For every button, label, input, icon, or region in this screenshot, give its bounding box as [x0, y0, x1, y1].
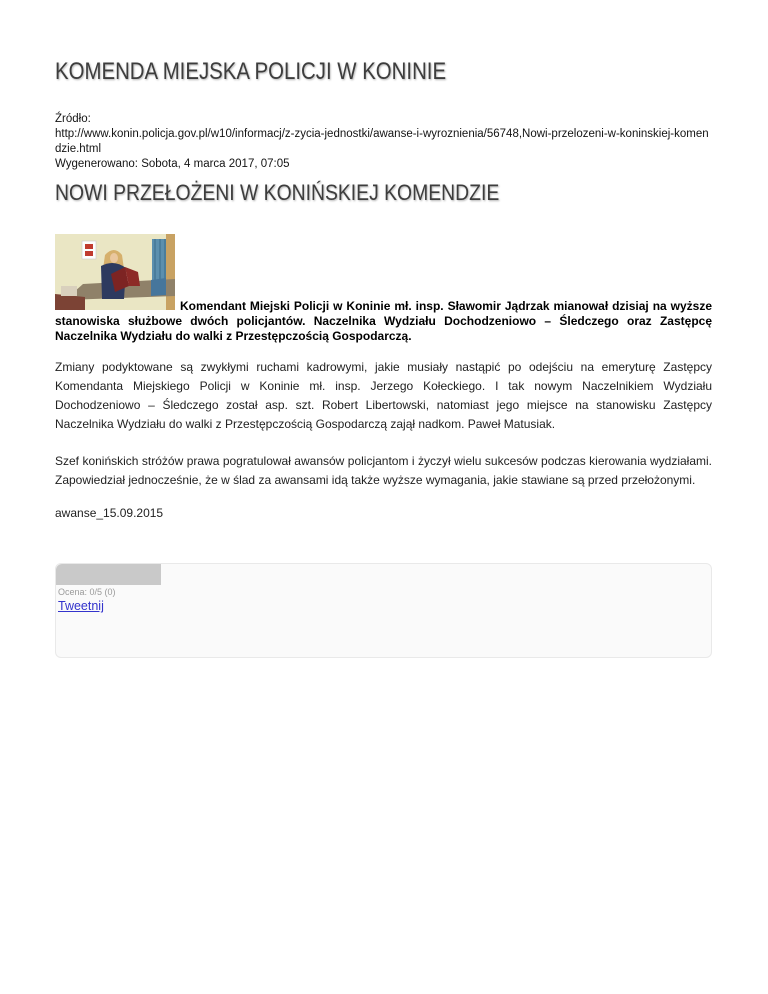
source-meta [55, 112, 712, 172]
polish-eagle-emblem [85, 244, 93, 249]
page-title: KOMENDA MIEJSKA POLICJI W KONINIE [55, 58, 447, 85]
lead-text: Komendant Miejski Policji w Koninie mł. insp. Sławomir Jądrzak mianował dzisiaj na wyższe stanowiska służbowe dwóch policjantów. Naczelnika Wydziału Dochodzeniowo – Śledczego oraz Zastępcę Naczelnika Wydziału do walki z Przestępczością Gospodarczą. [55, 299, 712, 343]
page-container [55, 0, 712, 658]
article-photo [55, 234, 175, 310]
lead-paragraph [55, 234, 712, 344]
article-paragraph: Zmiany podyktowane są zwykłymi ruchami kadrowymi, jakie musiały nastąpić po odejściu na emeryturę Zastępcy Komendanta Miejskiego Policji w Koninie mł. insp. Jerzego Kołeckiego. I tak nowym Naczelnikiem Wydziału Dochodzeniowo – Śledczego został asp. szt. Robert Libertowski, natomiast jego miejsce na stanowisku Zastępcy Naczelnika Wydziału do walki z Przestępczością Gospodarczą zajął nadkom. Paweł Matusiak. [55, 360, 712, 431]
footer-box [55, 563, 712, 658]
attachment-caption: awanse_15.09.2015 [55, 506, 164, 520]
photo-face [110, 253, 118, 263]
article-paragraph: Szef konińskich stróżów prawa pogratulował awansów policjantom i życzył wielu sukcesów podczas kierowania wydziałami. Zapowiedział jednocześnie, że w ślad za awansami idą także wyższe wymagania, jakie stawiane są przed przełożonymi. [55, 454, 712, 487]
tweet-link[interactable]: Tweetnij [58, 599, 104, 613]
generated-date: Wygenerowano: Sobota, 4 marca 2017, 07:05 [55, 158, 290, 170]
photo-emblem-plaque [82, 241, 96, 259]
rating-widget-placeholder [56, 564, 161, 585]
article-heading: NOWI PRZEŁOŻENI W KONIŃSKIEJ KOMENDZIE [55, 180, 500, 205]
rating-label: Ocena: 0/5 (0) [58, 587, 116, 597]
photo-window-frame [166, 234, 175, 310]
source-label: Źródło: [55, 113, 91, 125]
source-url: http://www.konin.policja.gov.pl/w10/informacj/z-zycia-jednostki/awanse-i-wyroznienia/56748,Nowi-przelozeni-w-koninskiej-komendzie.html [55, 128, 709, 155]
photo-chair [151, 278, 166, 296]
